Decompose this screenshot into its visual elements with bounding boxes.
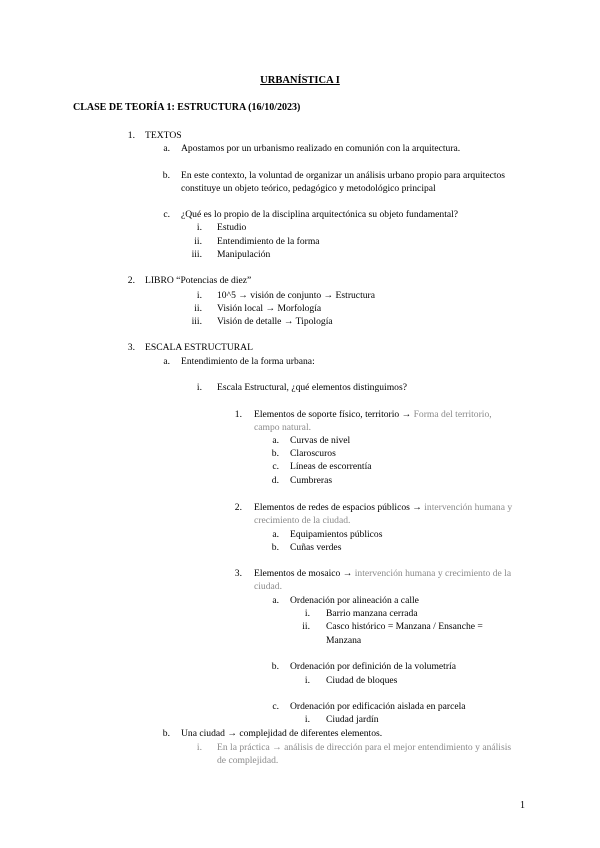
list-item: Ordenación por definición de la volumetría (290, 661, 456, 672)
element-label: Elementos de redes de espacios públicos → (254, 502, 422, 513)
list-marker: d. (271, 475, 279, 486)
list-marker: 1. (234, 409, 242, 420)
list-marker: a. (272, 529, 279, 540)
list-marker: a. (272, 595, 279, 606)
list-item: Manipulación (217, 249, 271, 260)
list-item: Casco histórico = Manzana / Ensanche = (326, 621, 483, 632)
list-marker: i. (304, 675, 310, 686)
element-description: Forma del territorio, (411, 409, 492, 420)
list-marker: ii. (302, 621, 310, 632)
list-item: Líneas de escorrentía (290, 461, 372, 472)
list-item: ¿Qué es lo propio de la disciplina arquitectónica su objeto fundamental? (181, 209, 459, 220)
list-marker: a. (163, 143, 170, 154)
section-title-textos: TEXTOS (145, 130, 182, 141)
list-marker: 2. (234, 502, 242, 513)
section-title-escala: ESCALA ESTRUCTURAL (145, 342, 253, 353)
list-item: Apostamos por un urbanismo realizado en comunión con la arquitectura. (181, 143, 461, 154)
element-mosaico (254, 567, 511, 580)
list-marker: 3. (127, 342, 135, 353)
list-item: Claroscuros (290, 448, 336, 459)
list-item: En la práctica → análisis de dirección para el mejor entendimiento y análisis (217, 742, 512, 753)
list-item: Ordenación por edificación aislada en parcela (290, 701, 466, 712)
list-item: Una ciudad → complejidad de diferentes elementos. (181, 728, 383, 739)
list-marker: i. (304, 608, 310, 619)
list-marker: 2. (127, 275, 135, 286)
element-description: intervención humana y (421, 502, 513, 513)
list-marker: b. (271, 542, 279, 553)
list-item: Ciudad de bloques (326, 675, 398, 686)
list-item: En este contexto, la voluntad de organizar un análisis urbano propio para arquitectos (181, 170, 506, 181)
list-marker: i. (196, 290, 202, 301)
element-soporte-fisico (254, 408, 492, 421)
list-marker: b. (162, 728, 170, 739)
list-marker: c. (272, 461, 279, 472)
list-item: Visión de detalle → Tipología (217, 316, 333, 327)
list-item-continuation: Manzana (326, 635, 362, 646)
element-label: Elementos de soporte físico, territorio → (254, 409, 412, 420)
list-item: Escala Estructural, ¿qué elementos distinguimos? (217, 382, 407, 393)
document-title: URBANÍSTICA I (260, 75, 340, 86)
list-marker: ii. (194, 236, 202, 247)
list-marker: i. (196, 222, 202, 233)
page-number: 1 (520, 800, 525, 811)
list-item: Cumbreras (290, 475, 333, 486)
element-description-continuation: crecimiento de la ciudad. (254, 515, 351, 526)
list-marker: i. (196, 382, 202, 393)
list-item: Entendimiento de la forma (217, 236, 320, 247)
list-marker: iii. (191, 316, 202, 327)
element-description: intervención humana y crecimiento de la (352, 568, 512, 579)
list-marker: iii. (191, 249, 202, 260)
list-item: Curvas de nivel (290, 435, 351, 446)
list-marker: c. (163, 209, 170, 220)
list-item: Ciudad jardín (326, 714, 379, 725)
list-marker: c. (272, 701, 279, 712)
section-title-libro: LIBRO “Potencias de diez” (145, 275, 252, 286)
list-item: Barrio manzana cerrada (326, 608, 418, 619)
list-marker: a. (163, 356, 170, 367)
element-redes-espacios (254, 501, 512, 514)
list-item: Estudio (217, 222, 247, 233)
list-item: 10^5 → visión de conjunto → Estructura (217, 290, 375, 301)
list-item: Equipamientos públicos (290, 529, 383, 540)
list-item: Visión local → Morfología (217, 303, 322, 314)
class-heading: CLASE DE TEORÍA 1: ESTRUCTURA (16/10/2023) (73, 102, 301, 113)
list-marker: b. (162, 170, 170, 181)
list-marker: b. (271, 448, 279, 459)
list-item: Entendimiento de la forma urbana: (181, 356, 315, 367)
list-item: Cuñas verdes (290, 542, 342, 553)
list-marker: b. (271, 661, 279, 672)
list-item-continuation: de complejidad. (217, 755, 279, 766)
list-marker: 3. (234, 568, 242, 579)
list-marker: a. (272, 435, 279, 446)
element-label: Elementos de mosaico → (254, 568, 353, 579)
list-marker: ii. (194, 303, 202, 314)
element-description-continuation: campo natural. (254, 422, 312, 433)
list-marker: i. (304, 714, 310, 725)
list-marker: i. (196, 742, 202, 753)
list-item-continuation: constituye un objeto teórico, pedagógico y metodológico principal (181, 183, 436, 194)
element-description-continuation: ciudad. (254, 581, 282, 592)
list-marker: 1. (127, 130, 135, 141)
list-item: Ordenación por alineación a calle (290, 595, 419, 606)
